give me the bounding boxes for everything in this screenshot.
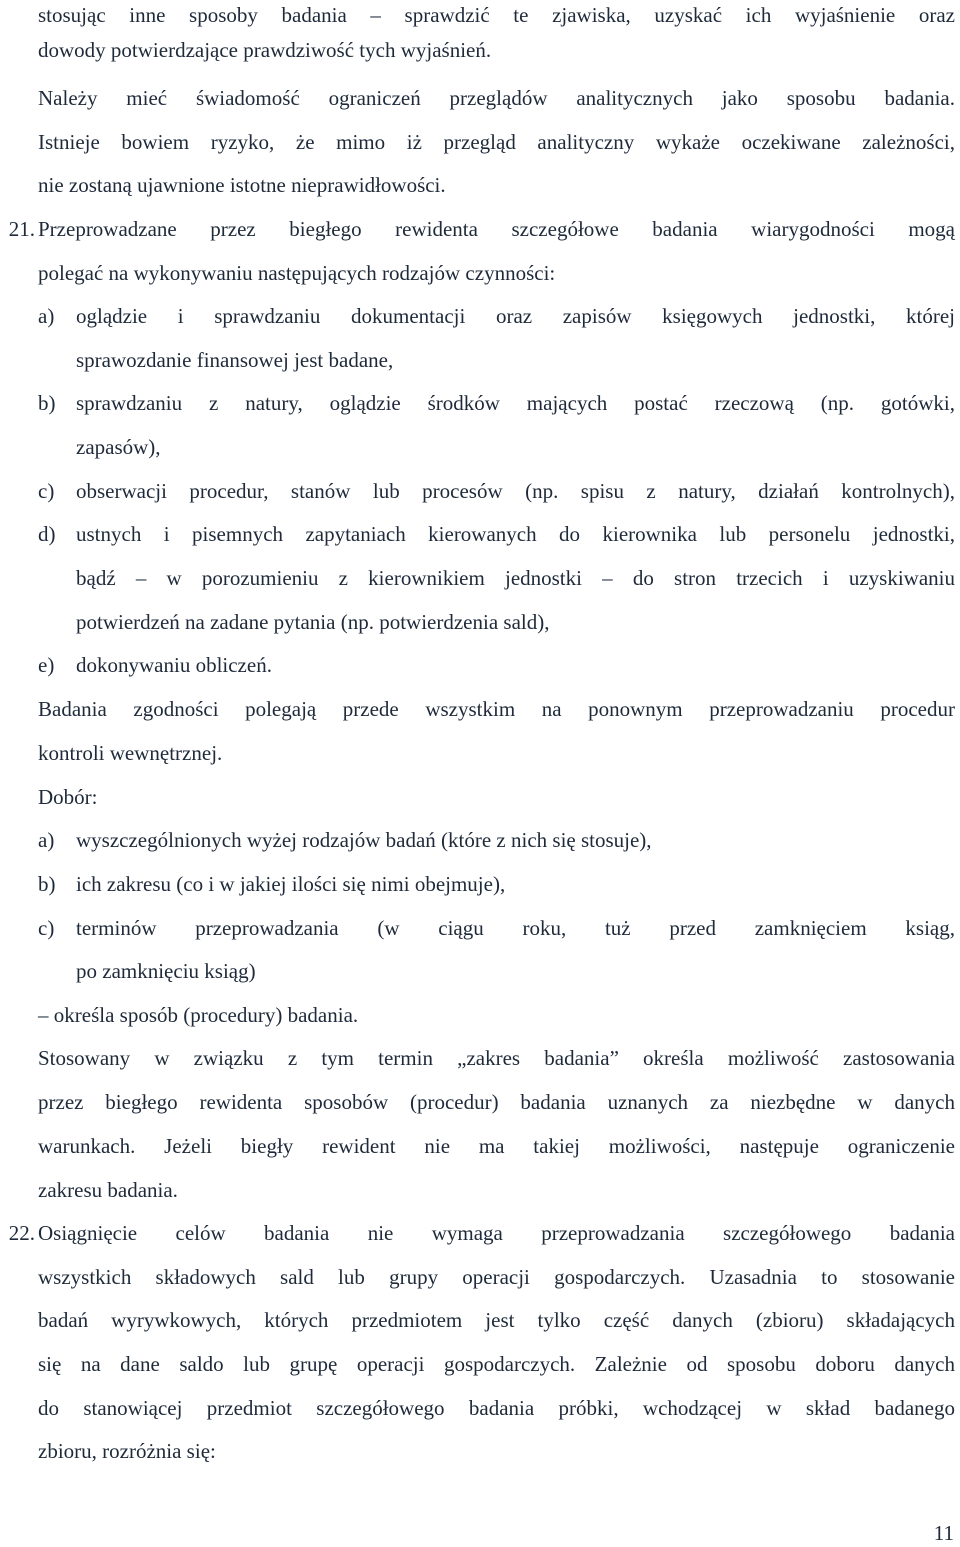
list-label: c) bbox=[38, 916, 55, 940]
text-line: stosując inne sposoby badania – sprawdzić te zjawiska, uzyskać ich wyjaśnienie oraz bbox=[38, 3, 955, 27]
text-line: wszystkich składowych sald lub grupy operacji gospodarczych. Uzasadnia to stosowanie bbox=[38, 1265, 955, 1289]
list-item-text: oglądzie i sprawdzaniu dokumentacji oraz zapisów księgowych jednostki, której bbox=[76, 304, 955, 328]
section-number: 22. bbox=[8, 1221, 35, 1245]
list-item-text: po zamknięciu ksiąg) bbox=[76, 959, 256, 983]
list-item-text: ustnych i pisemnych zapytaniach kierowanych do kierownika lub personelu jednostki, bbox=[76, 522, 955, 546]
list-item-text: wyszczególnionych wyżej rodzajów badań (które z nich się stosuje), bbox=[76, 828, 652, 852]
text-line: polegać na wykonywaniu następujących rodzajów czynności: bbox=[38, 261, 556, 285]
list-item-text: ich zakresu (co i w jakiej ilości się nimi obejmuje), bbox=[76, 872, 506, 896]
text-line: kontroli wewnętrznej. bbox=[38, 741, 223, 765]
list-label: c) bbox=[38, 479, 55, 503]
list-item-text: zapasów), bbox=[76, 435, 161, 459]
text-line: Należy mieć świadomość ograniczeń przeglądów analitycznych jako sposobu badania. bbox=[38, 86, 955, 110]
list-item-text: obserwacji procedur, stanów lub procesów (np. spisu z natury, działań kontrolnych), bbox=[76, 479, 955, 503]
list-label: b) bbox=[38, 391, 56, 415]
text-line: zbioru, rozróżnia się: bbox=[38, 1439, 216, 1463]
page-number: 11 bbox=[933, 1521, 954, 1545]
list-item-text: sprawdzaniu z natury, oglądzie środków mających postać rzeczową (np. gotówki, bbox=[76, 391, 955, 415]
list-label: a) bbox=[38, 304, 55, 328]
text-line: się na dane saldo lub grupę operacji gospodarczych. Zależnie od sposobu doboru danych bbox=[38, 1352, 955, 1376]
text-line: warunkach. Jeżeli biegły rewident nie ma takiej możliwości, następuje ograniczenie bbox=[38, 1134, 955, 1158]
list-item-text: bądź – w porozumieniu z kierownikiem jednostki – do stron trzecich i uzyskiwaniu bbox=[76, 566, 955, 590]
text-line: do stanowiącej przedmiot szczegółowego badania próbki, wchodzącej w skład badanego bbox=[38, 1396, 955, 1420]
text-line: Dobór: bbox=[38, 785, 98, 809]
list-item-text: dokonywaniu obliczeń. bbox=[76, 653, 272, 677]
text-line: zakresu badania. bbox=[38, 1178, 178, 1202]
list-label: a) bbox=[38, 828, 55, 852]
text-line: przez biegłego rewidenta sposobów (procedur) badania uznanych za niezbędne w danych bbox=[38, 1090, 955, 1114]
list-label: e) bbox=[38, 653, 55, 677]
text-line: badań wyrywkowych, których przedmiotem jest tylko część danych (zbioru) składających bbox=[38, 1308, 955, 1332]
text-line: dowody potwierdzające prawdziwość tych wyjaśnień. bbox=[38, 38, 492, 62]
list-item-text: potwierdzeń na zadane pytania (np. potwierdzenia sald), bbox=[76, 610, 550, 634]
list-item-text: terminów przeprowadzania (w ciągu roku, tuż przed zamknięciem ksiąg, bbox=[76, 916, 955, 940]
text-line: Istnieje bowiem ryzyko, że mimo iż przegląd analityczny wykaże oczekiwane zależności, bbox=[38, 130, 955, 154]
section-number: 21. bbox=[8, 217, 35, 241]
list-label: b) bbox=[38, 872, 56, 896]
list-item-text: sprawozdanie finansowej jest badane, bbox=[76, 348, 394, 372]
text-line: – określa sposób (procedury) badania. bbox=[38, 1003, 359, 1027]
text-line: Stosowany w związku z tym termin „zakres badania” określa możliwość zastosowania bbox=[38, 1046, 955, 1070]
text-line: Badania zgodności polegają przede wszystkim na ponownym przeprowadzaniu procedur bbox=[38, 697, 955, 721]
text-line: nie zostaną ujawnione istotne nieprawidłowości. bbox=[38, 173, 446, 197]
text-line: Przeprowadzane przez biegłego rewidenta szczegółowe badania wiarygodności mogą bbox=[38, 217, 955, 241]
list-label: d) bbox=[38, 522, 56, 546]
text-line: Osiągnięcie celów badania nie wymaga przeprowadzania szczegółowego badania bbox=[38, 1221, 955, 1245]
